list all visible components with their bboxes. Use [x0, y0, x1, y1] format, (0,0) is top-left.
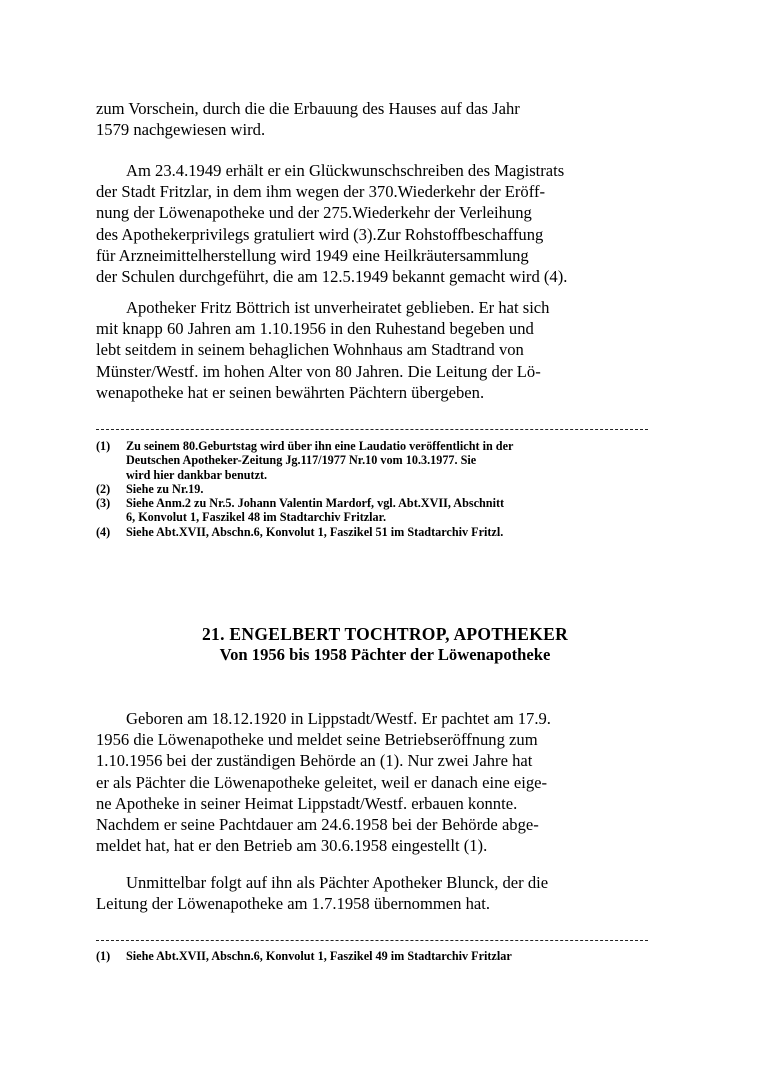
footnote-4 — [96, 525, 656, 539]
footnote-2 — [96, 482, 656, 496]
footnote-text: Siehe Anm.2 zu Nr.5. Johann Valentin Mardorf, vgl. Abt.XVII, Abschnitt 6, Konvolut 1, Faszikel 48 im Stadtarchiv Fritzlar. — [126, 496, 505, 525]
paragraph-retirement — [96, 297, 656, 403]
paragraph-successor — [96, 872, 656, 914]
footnote-text: Siehe Abt.XVII, Abschn.6, Konvolut 1, Faszikel 49 im Stadtarchiv Fritzlar — [126, 949, 512, 963]
footnote-number: (1) — [96, 949, 111, 963]
footnote-1 — [96, 949, 656, 963]
section-subtitle: Von 1956 bis 1958 Pächter der Löwenapotheke — [219, 645, 551, 664]
footnote-text: Zu seinem 80.Geburtstag wird über ihn eine Laudatio veröffentlicht in der Deutschen Apotheker-Zeitung Jg.117/1977 Nr.10 vom 10.3.1977. Sie wird hier dankbar benutzt. — [126, 439, 514, 482]
footnote-text: Siehe Abt.XVII, Abschn.6, Konvolut 1, Faszikel 51 im Stadtarchiv Fritzl. — [126, 524, 504, 539]
paragraph-text: Am 23.4.1949 erhält er ein Glückwunschschreiben des Magistrats der Stadt Fritzlar, in dem ihm wegen der 370.Wiederkehr der Eröff- nung der Löwenapotheke und der 275.Wiederkehr der Verleihung des Apothekerprivilegs gratuliert wird (3).Zur Rohstoffbeschaffung für Arzneimittelherstellung wird 1949 eine Heilkräutersammlung der Schulen durchgeführt, die am 12.5.1949 bekannt gemacht wird (4). — [96, 161, 568, 287]
paragraph-biography — [96, 708, 656, 856]
section-title: 21. ENGELBERT TOCHTROP, APOTHEKER — [201, 624, 569, 644]
footnote-number: (3) — [96, 496, 111, 511]
paragraph-congratulation — [96, 160, 656, 287]
footnote-number: (4) — [96, 524, 111, 539]
footnote-number: (2) — [96, 481, 111, 496]
paragraph-continuation — [96, 98, 656, 140]
paragraph-text: zum Vorschein, durch die die Erbauung des Hauses auf das Jahr 1579 nachgewiesen wird. — [96, 99, 520, 140]
footnote-1 — [96, 439, 656, 482]
footnote-number: (1) — [96, 439, 111, 453]
footnote-separator — [96, 429, 648, 430]
footnotes-section-1 — [96, 439, 656, 539]
footnote-3 — [96, 496, 656, 525]
paragraph-text: Unmittelbar folgt auf ihn als Pächter Apotheker Blunck, der die Leitung der Löwenapotheke am 1.7.1958 übernommen hat. — [96, 873, 549, 914]
paragraph-text: Geboren am 18.12.1920 in Lippstadt/Westf. Er pachtet am 17.9. 1956 die Löwenapotheke und meldet seine Betriebseröffnung zum 1.10.1956 bei der zuständigen Behörde an (1). Nur zwei Jahre hat er als Pächter die Löwenapotheke geleitet, weil er danach eine eige- ne Apotheke in seiner Heimat Lippstadt/Westf. erbauen konnte. Nachdem er seine Pachtdauer am 24.6.1958 bei der Behörde abge- meldet hat, hat er den Betrieb am 30.6.1958 eingestellt (1). — [96, 709, 551, 856]
paragraph-text: Apotheker Fritz Böttrich ist unverheiratet geblieben. Er hat sich mit knapp 60 Jahren am 1.10.1956 in den Ruhestand begeben und lebt seitdem in seinem behaglichen Wohnhaus am Stadtrand von Münster/Westf. im hohen Alter von 80 Jahren. Die Leitung der Lö- wenapotheke hat er seinen bewährten Pächtern übergeben. — [96, 298, 550, 402]
footnotes-section-2 — [96, 949, 656, 963]
footnote-separator — [96, 940, 648, 941]
footnote-text: Siehe zu Nr.19. — [126, 481, 204, 496]
